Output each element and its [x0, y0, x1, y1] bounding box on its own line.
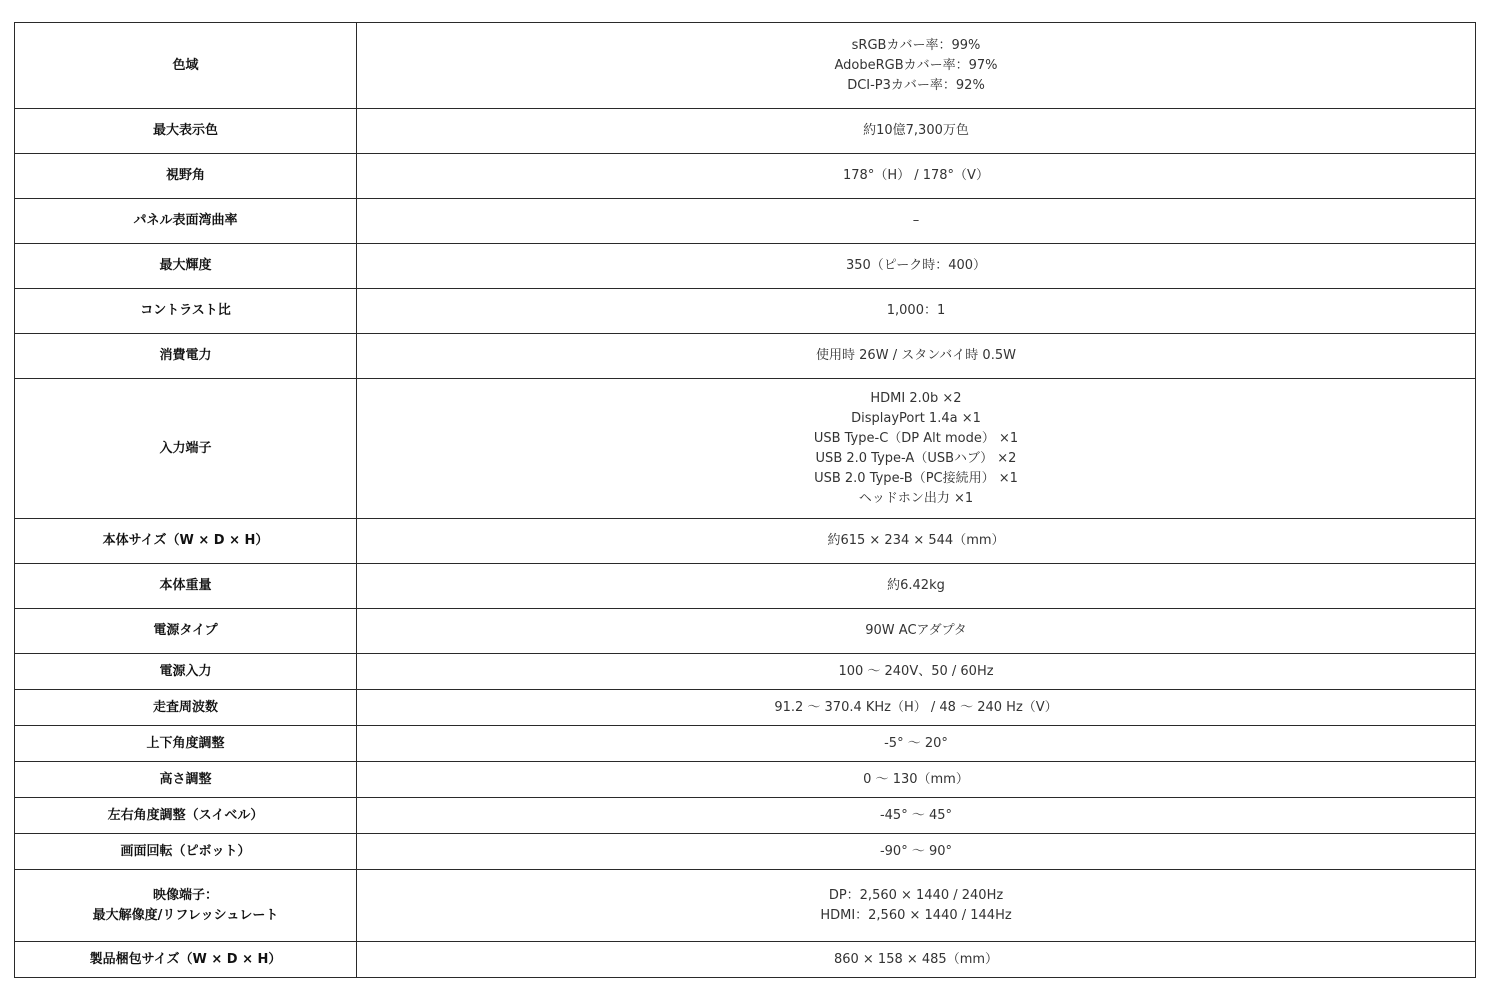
spec-label-line: 製品梱包サイズ（W × D × H） — [89, 951, 282, 967]
spec-value-line: 約10億7,300万色 — [863, 123, 969, 138]
spec-label — [15, 23, 357, 109]
spec-label-line: 消費電力 — [159, 348, 212, 363]
spec-row — [15, 109, 1476, 154]
spec-value-line: 350（ピーク時：400） — [845, 258, 987, 273]
spec-value-line: 860 × 158 × 485（mm） — [833, 951, 999, 967]
spec-value-line: DisplayPort 1.4a ×1 — [851, 410, 981, 426]
spec-value-line: 約615 × 234 × 544（mm） — [827, 533, 1005, 548]
spec-value — [357, 870, 1476, 942]
spec-label-line: 画面回転（ピボット） — [120, 843, 251, 859]
spec-label — [15, 690, 357, 726]
spec-label-line: 最大表示色 — [152, 123, 218, 138]
spec-label — [15, 654, 357, 690]
spec-label-line: 電源タイプ — [153, 623, 218, 638]
spec-value — [357, 942, 1476, 978]
spec-row — [15, 379, 1476, 519]
spec-value-line: HDMI 2.0b ×2 — [870, 390, 962, 406]
spec-value — [357, 564, 1476, 609]
spec-value — [357, 690, 1476, 726]
spec-label — [15, 942, 357, 978]
spec-value-line: 使用時 26W / スタンバイ時 0.5W — [816, 348, 1016, 363]
spec-row — [15, 762, 1476, 798]
spec-value-line: 1,000：1 — [886, 303, 946, 318]
spec-value — [357, 244, 1476, 289]
spec-label-line: コントラスト比 — [140, 303, 231, 318]
spec-row — [15, 244, 1476, 289]
spec-value-line: AdobeRGBカバー率：97% — [834, 57, 998, 73]
spec-value — [357, 154, 1476, 199]
spec-label — [15, 870, 357, 942]
spec-value-line: 0 ～ 130（mm） — [863, 771, 969, 787]
spec-value-line: 100 ～ 240V、50 / 60Hz — [838, 663, 994, 679]
spec-value — [357, 519, 1476, 564]
spec-value-line: sRGBカバー率：99% — [851, 37, 981, 53]
spec-label — [15, 798, 357, 834]
spec-label — [15, 244, 357, 289]
spec-table-body — [15, 23, 1476, 978]
spec-value-line: USB Type-C（DP Alt mode） ×1 — [813, 430, 1019, 446]
spec-value-line: -5° ～ 20° — [884, 735, 948, 751]
spec-value — [357, 289, 1476, 334]
spec-value-line: USB 2.0 Type-B（PC接続用） ×1 — [814, 470, 1018, 486]
spec-row — [15, 519, 1476, 564]
spec-value — [357, 23, 1476, 109]
spec-value-line: USB 2.0 Type-A（USBハブ） ×2 — [815, 450, 1017, 466]
spec-value-line: -90° ～ 90° — [879, 843, 953, 859]
spec-label — [15, 726, 357, 762]
spec-value — [357, 726, 1476, 762]
spec-label-line: 色域 — [172, 57, 199, 73]
spec-label-line: 高さ調整 — [159, 771, 212, 787]
spec-row — [15, 154, 1476, 199]
spec-table — [14, 22, 1476, 978]
spec-row — [15, 834, 1476, 870]
spec-label-line: パネル表面湾曲率 — [133, 213, 238, 228]
spec-label-line: 走査周波数 — [152, 699, 218, 715]
spec-value — [357, 762, 1476, 798]
spec-label — [15, 564, 357, 609]
spec-label-line: 最大解像度/リフレッシュレート — [92, 907, 279, 923]
spec-row — [15, 199, 1476, 244]
spec-value — [357, 379, 1476, 519]
spec-row — [15, 942, 1476, 978]
spec-value-line: 90W ACアダプタ — [865, 623, 967, 638]
spec-label — [15, 199, 357, 244]
spec-row — [15, 289, 1476, 334]
spec-row — [15, 726, 1476, 762]
spec-value — [357, 109, 1476, 154]
spec-label-line: 左右角度調整（スイベル） — [107, 807, 264, 823]
spec-value-line: DP：2,560 × 1440 / 240Hz — [828, 887, 1004, 903]
spec-label-line: 最大輝度 — [159, 258, 212, 273]
spec-label — [15, 154, 357, 199]
spec-value — [357, 834, 1476, 870]
spec-label-line: 本体重量 — [159, 578, 212, 593]
spec-value — [357, 199, 1476, 244]
spec-value-line: – — [912, 213, 920, 228]
spec-label — [15, 289, 357, 334]
spec-value — [357, 798, 1476, 834]
spec-label — [15, 334, 357, 379]
spec-label-line: 映像端子： — [152, 887, 218, 903]
spec-label-line: 本体サイズ（W × D × H） — [102, 533, 269, 548]
spec-label — [15, 762, 357, 798]
spec-label — [15, 519, 357, 564]
spec-value-line: ヘッドホン出力 ×1 — [858, 490, 974, 506]
spec-row — [15, 334, 1476, 379]
spec-row — [15, 798, 1476, 834]
spec-label — [15, 834, 357, 870]
spec-label — [15, 109, 357, 154]
spec-value-line: HDMI：2,560 × 1440 / 144Hz — [820, 907, 1012, 923]
spec-label-line: 電源入力 — [159, 663, 212, 679]
spec-row — [15, 690, 1476, 726]
spec-value — [357, 609, 1476, 654]
spec-value — [357, 654, 1476, 690]
spec-row — [15, 870, 1476, 942]
spec-value-line: DCI-P3カバー率：92% — [847, 77, 985, 93]
spec-label — [15, 609, 357, 654]
spec-label — [15, 379, 357, 519]
spec-label-line: 視野角 — [165, 168, 205, 183]
spec-label-line: 入力端子 — [159, 440, 212, 456]
spec-row — [15, 23, 1476, 109]
spec-row — [15, 609, 1476, 654]
spec-value — [357, 334, 1476, 379]
spec-label-line: 上下角度調整 — [146, 735, 225, 751]
spec-value-line: 178°（H） / 178°（V） — [843, 168, 989, 183]
spec-row — [15, 654, 1476, 690]
spec-value-line: 91.2 ～ 370.4 KHz（H） / 48 ～ 240 Hz（V） — [774, 699, 1058, 715]
spec-value-line: -45° ～ 45° — [879, 807, 953, 823]
spec-value-line: 約6.42kg — [887, 578, 945, 593]
spec-row — [15, 564, 1476, 609]
